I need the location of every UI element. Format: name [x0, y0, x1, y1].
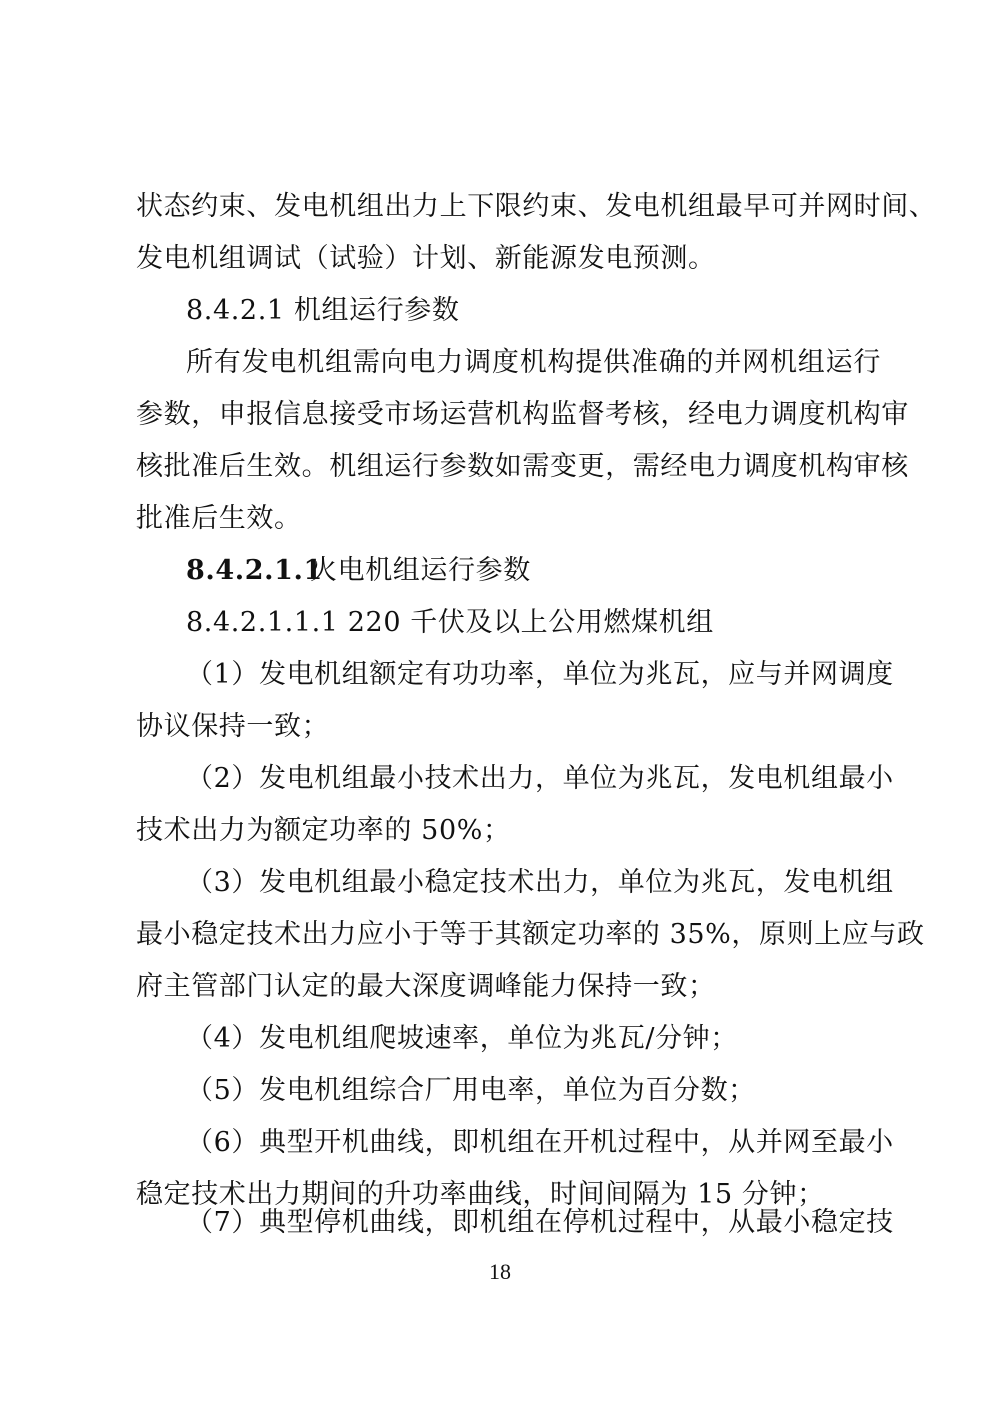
list-item: （2）发电机组最小技术出力，单位为兆瓦，发电机组最小: [186, 763, 894, 794]
list-item-continuation: 稳定技术出力期间的升功率曲线，时间间隔为 15 分钟；: [136, 1179, 825, 1210]
list-item: （1）发电机组额定有功功率，单位为兆瓦，应与并网调度: [186, 659, 894, 690]
section-heading: 8.4.2.1 机组运行参数: [186, 295, 460, 326]
subsection-number: 8.4.2.1.1: [186, 555, 323, 586]
list-item-continuation: 协议保持一致；: [136, 711, 330, 742]
list-item-continuation: 府主管部门认定的最大深度调峰能力保持一致；: [136, 971, 716, 1002]
list-item-continuation: 最小稳定技术出力应小于等于其额定功率的 35%，原则上应与政: [136, 919, 925, 950]
list-item: （7）典型停机曲线，即机组在停机过程中，从最小稳定技: [186, 1207, 894, 1238]
body-text-line: 参数，申报信息接受市场运营机构监督考核，经电力调度机构审: [136, 399, 909, 430]
list-item: （4）发电机组爬坡速率，单位为兆瓦/分钟；: [186, 1023, 738, 1054]
page-number: 18: [489, 1259, 511, 1284]
clause-heading: 8.4.2.1.1.1 220 千伏及以上公用燃煤机组: [186, 607, 714, 638]
list-item: （3）发电机组最小稳定技术出力，单位为兆瓦，发电机组: [186, 867, 894, 898]
body-text-line: 状态约束、发电机组出力上下限约束、发电机组最早可并网时间、: [136, 191, 937, 222]
list-item-continuation: 技术出力为额定功率的 50%；: [136, 815, 511, 846]
body-text-line: 所有发电机组需向电力调度机构提供准确的并网机组运行: [186, 347, 881, 378]
subsection-title: 火电机组运行参数: [310, 555, 531, 586]
list-item: （6）典型开机曲线，即机组在开机过程中，从并网至最小: [186, 1127, 894, 1158]
body-text-line: 发电机组调试（试验）计划、新能源发电预测。: [136, 243, 716, 274]
list-item: （5）发电机组综合厂用电率，单位为百分数；: [186, 1075, 756, 1106]
body-text-line: 核批准后生效。机组运行参数如需变更，需经电力调度机构审核: [136, 451, 909, 482]
body-text-line: 批准后生效。: [136, 503, 302, 534]
